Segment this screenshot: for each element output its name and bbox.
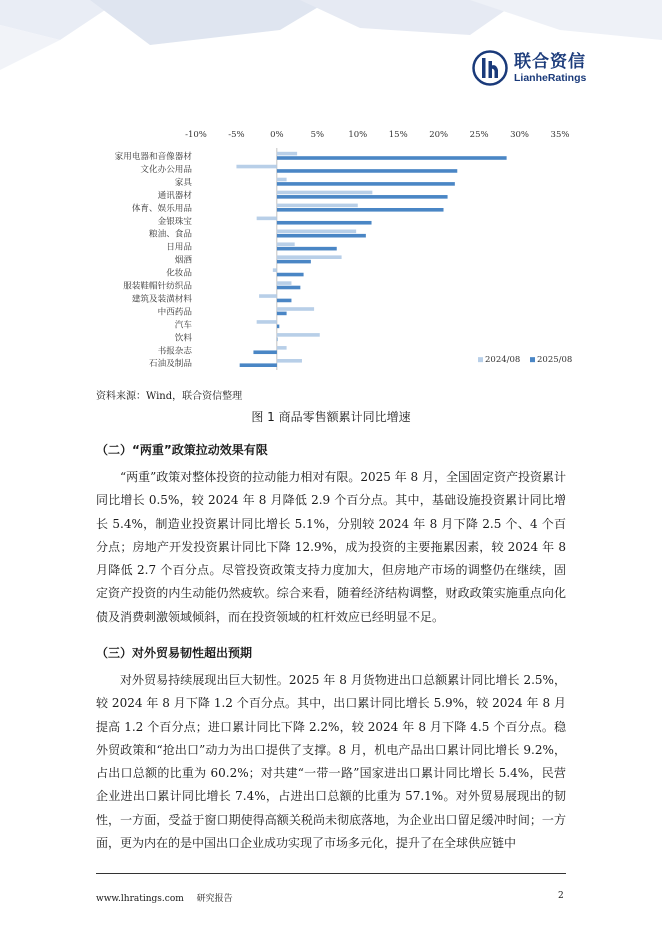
brand-name-cn: 联合资信 (514, 52, 586, 72)
category-label: 服装鞋帽针纺织品 (123, 281, 192, 292)
bar-2025-08 (277, 286, 300, 290)
bar-2024-08 (277, 333, 320, 337)
bar-2024-08 (257, 320, 277, 324)
category-label: 家具 (174, 177, 192, 188)
category-label: 家用电器和音像器材 (114, 152, 192, 162)
bar-2025-08 (277, 234, 366, 238)
bar-2024-08 (257, 217, 277, 221)
bar-2024-08 (277, 281, 292, 285)
bar-2025-08 (277, 260, 311, 264)
lianhe-logo-icon (472, 50, 508, 86)
x-tick-label: -5% (228, 130, 245, 140)
brand-name-en: LianheRatings (514, 72, 587, 84)
bar-2025-08 (277, 195, 448, 199)
bar-2024-08 (277, 191, 372, 195)
legend-label: 2025/08 (537, 355, 573, 366)
bar-2024-08 (277, 359, 302, 363)
category-label: 建筑及装潢材料 (131, 294, 192, 305)
section-paragraph-three: 对外贸易持续展现出巨大韧性。2025 年 8 月货物进出口总额累计同比增长 2.5%，较 2024 年 8 月下降 1.2 个百分点。其中，出口累计同比增长 5.9%，较 2024 年 8 月提高 1.2 个百分点；进口累计同比下降 2.2%，较 2024 年 8 月下降 4.5 个百分点。稳外贸政策和“抢出口”动力为出口提供了支撑。8 月，机电产品出口累计同比增长 9.2%，占出口总额的比重为 60.2%；对共建“一带一路”国家进出口累计同比增长 5.4%，民营企业进出口累计同比增长 7.4%，占进出口总额的比重为 57.1%。对外贸易展现出的韧性，一方面，受益于窗口期使得高额关税尚未彻底落地，为企业出口留足缓冲时间；一方面，更为内在的是中国出口企业成功实现了市场多元化，提升了在全球供应链中 (96, 673, 566, 851)
legend-swatch (530, 357, 535, 362)
bar-2024-08 (277, 242, 295, 246)
bar-2025-08 (253, 350, 276, 354)
bar-2024-08 (277, 255, 342, 259)
category-label: 书报杂志 (157, 346, 192, 357)
section-heading-three: （三）对外贸易韧性超出预期 (96, 646, 253, 660)
category-label: 化妆品 (166, 268, 192, 279)
category-label: 汽车 (174, 320, 192, 331)
bar-2024-08 (236, 165, 276, 169)
section-heading-two: （二）“两重”政策拉动效果有限 (96, 443, 268, 457)
footer-website[interactable]: www.lhratings.com (96, 894, 184, 904)
retail-sales-chart (60, 125, 620, 370)
bar-2025-08 (277, 338, 278, 342)
footer-report-type: 研究报告 (196, 894, 233, 904)
footer-info (96, 891, 243, 904)
bar-2025-08 (277, 273, 304, 277)
page-number: 2 (558, 891, 564, 901)
bar-2025-08 (277, 156, 507, 160)
x-tick-label: 10% (348, 130, 368, 140)
bar-2024-08 (277, 230, 356, 234)
bar-2025-08 (240, 363, 277, 367)
bar-2025-08 (277, 169, 457, 173)
x-tick-label: 15% (388, 130, 408, 140)
x-tick-label: 20% (429, 130, 449, 140)
x-tick-label: 35% (550, 130, 570, 140)
category-label: 粮油、食品 (149, 229, 192, 240)
category-label: 金银珠宝 (157, 216, 192, 227)
section-paragraph-two: “两重”政策对整体投资的拉动能力相对有限。2025 年 8 月，全国固定资产投资累计同比增长 0.5%，较 2024 年 8 月降低 2.9 个百分点。其中，基础设施投资累计同比增长 5.4%，制造业投资累计同比增长 5.1%，分别较 2024 年 8 月下降 2.5 个、4 个百分点；房地产开发投资累计同比下降 12.9%，成为投资的主要拖累因素，较 2024 年 8 月降低 2.7 个百分点。尽管投资政策支持力度加大，但房地产市场的调整仍在继续，固定资产投资的内生动能仍然疲软。综合来看，随着经济结构调整，财政政策实施重点向化债及消费刺激领域倾斜，而在投资领域的杠杆效应已经明显不足。 (96, 470, 566, 624)
figure-caption: 图 1 商品零售额累计同比增速 (251, 410, 411, 424)
bar-2025-08 (277, 312, 287, 316)
category-label: 石油及制品 (149, 359, 192, 370)
bar-2025-08 (277, 247, 337, 251)
bar-2025-08 (277, 221, 372, 225)
x-tick-label: -10% (185, 130, 207, 140)
bar-2025-08 (277, 208, 444, 212)
category-label: 体育、娱乐用品 (131, 203, 192, 214)
bar-2025-08 (277, 182, 455, 186)
bar-2025-08 (277, 299, 292, 303)
bar-2024-08 (277, 204, 358, 208)
x-tick-label: 5% (310, 130, 325, 140)
category-label: 通讯器材 (157, 190, 192, 201)
legend-label: 2024/08 (485, 355, 521, 366)
bar-2024-08 (277, 307, 314, 311)
category-label: 文化办公用品 (140, 164, 192, 175)
category-label: 烟酒 (174, 255, 192, 266)
brand-logo (472, 50, 586, 86)
bar-2024-08 (273, 268, 277, 272)
legend-swatch (478, 357, 483, 362)
category-label: 中西药品 (157, 307, 192, 318)
x-tick-label: 25% (469, 130, 489, 140)
bar-2024-08 (277, 152, 297, 156)
bar-2024-08 (259, 294, 277, 298)
footer-divider (96, 873, 566, 874)
category-label: 日用品 (166, 242, 192, 253)
x-tick-label: 30% (510, 130, 530, 140)
bar-2024-08 (277, 346, 287, 350)
category-label: 饮料 (174, 333, 192, 344)
x-tick-label: 0% (270, 130, 284, 140)
figure-source: 资料来源：Wind，联合资信整理 (96, 391, 243, 402)
bar-2025-08 (277, 325, 279, 329)
bar-2024-08 (277, 178, 287, 182)
